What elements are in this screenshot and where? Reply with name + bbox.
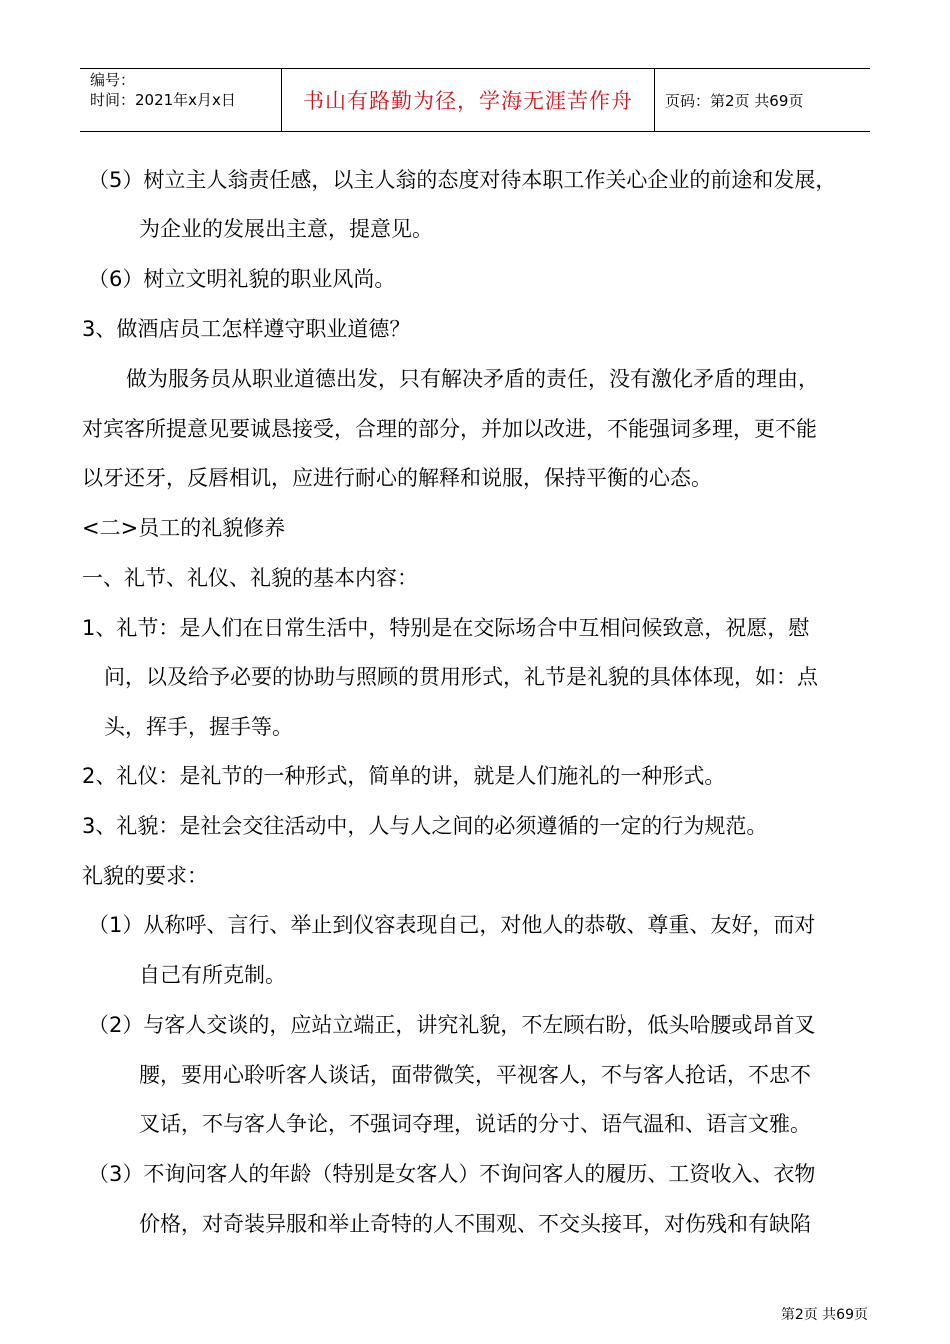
- paragraph-line: 叉话，不与客人争论，不强词夺理，说话的分寸、语气温和、语言文雅。: [139, 1112, 811, 1136]
- paragraph-line: 自己有所克制。: [139, 963, 286, 987]
- header-table: [80, 68, 870, 132]
- section-heading: 3、做酒店员工怎样遵守职业道德？: [82, 317, 411, 341]
- header-page-number: 页码：第2页 共69页: [665, 91, 804, 110]
- paragraph-line: 头，挥手，握手等。: [104, 715, 293, 739]
- section-heading: <二>员工的礼貌修养: [82, 516, 286, 540]
- paragraph-line: 对宾客所提意见要诚恳接受，合理的部分，并加以改进，不能强词多理，更不能: [82, 417, 817, 441]
- section-heading: 一、礼节、礼仪、礼貌的基本内容：: [82, 566, 418, 590]
- time-label: 时间：2021年x月x日: [90, 91, 236, 109]
- paragraph-line: 腰，要用心聆听客人谈话，面带微笑，平视客人，不与客人抢话，不忠不: [139, 1063, 811, 1087]
- paragraph-line: 问，以及给予必要的协助与照顾的贯用形式，礼节是礼貌的具体体现，如：点: [104, 665, 818, 689]
- paragraph-line: （6）树立文明礼貌的职业风尚。: [88, 267, 396, 291]
- paragraph-line: （3）不询问客人的年龄（特别是女客人）不询问客人的履历、工资收入、衣物: [88, 1162, 816, 1186]
- motto: 书山有路勤为径，学海无涯苦作舟: [303, 89, 633, 113]
- paragraph-line: （5）树立主人翁责任感，以主人翁的态度对待本职工作关心企业的前途和发展，: [88, 168, 837, 192]
- footer-page-number: 第2页 共69页: [780, 1307, 868, 1323]
- paragraph-line: （1）从称呼、言行、举止到仪容表现自己，对他人的恭敬、尊重、友好，而对: [88, 913, 816, 937]
- paragraph-line: 3、礼貌：是社会交往活动中，人与人之间的必须遵循的一定的行为规范。: [82, 814, 768, 838]
- paragraph-line: 2、礼仪：是礼节的一种形式，简单的讲，就是人们施礼的一种形式。: [82, 764, 726, 788]
- paragraph-line: 为企业的发展出主意，提意见。: [139, 217, 433, 241]
- header-meta-cell: [80, 69, 282, 131]
- paragraph-line: 做为服务员从职业道德出发，只有解决矛盾的责任，没有激化矛盾的理由，: [126, 367, 819, 391]
- paragraph-line: 1、礼节：是人们在日常生活中，特别是在交际场合中互相问候致意，祝愿，慰: [82, 616, 810, 640]
- paragraph-line: （2）与客人交谈的，应站立端正，讲究礼貌，不左顾右盼，低头哈腰或昂首叉: [88, 1013, 816, 1037]
- paragraph-line: 价格，对奇装异服和举止奇特的人不围观、不交头接耳，对伤残和有缺陷: [139, 1212, 811, 1236]
- section-heading: 礼貌的要求：: [82, 864, 208, 888]
- serial-label: 编号：: [90, 71, 136, 89]
- paragraph-line: 以牙还牙，反唇相讥，应进行耐心的解释和说服，保持平衡的心态。: [82, 466, 712, 490]
- header-motto-cell: [282, 69, 655, 131]
- header-page-cell: [655, 69, 870, 131]
